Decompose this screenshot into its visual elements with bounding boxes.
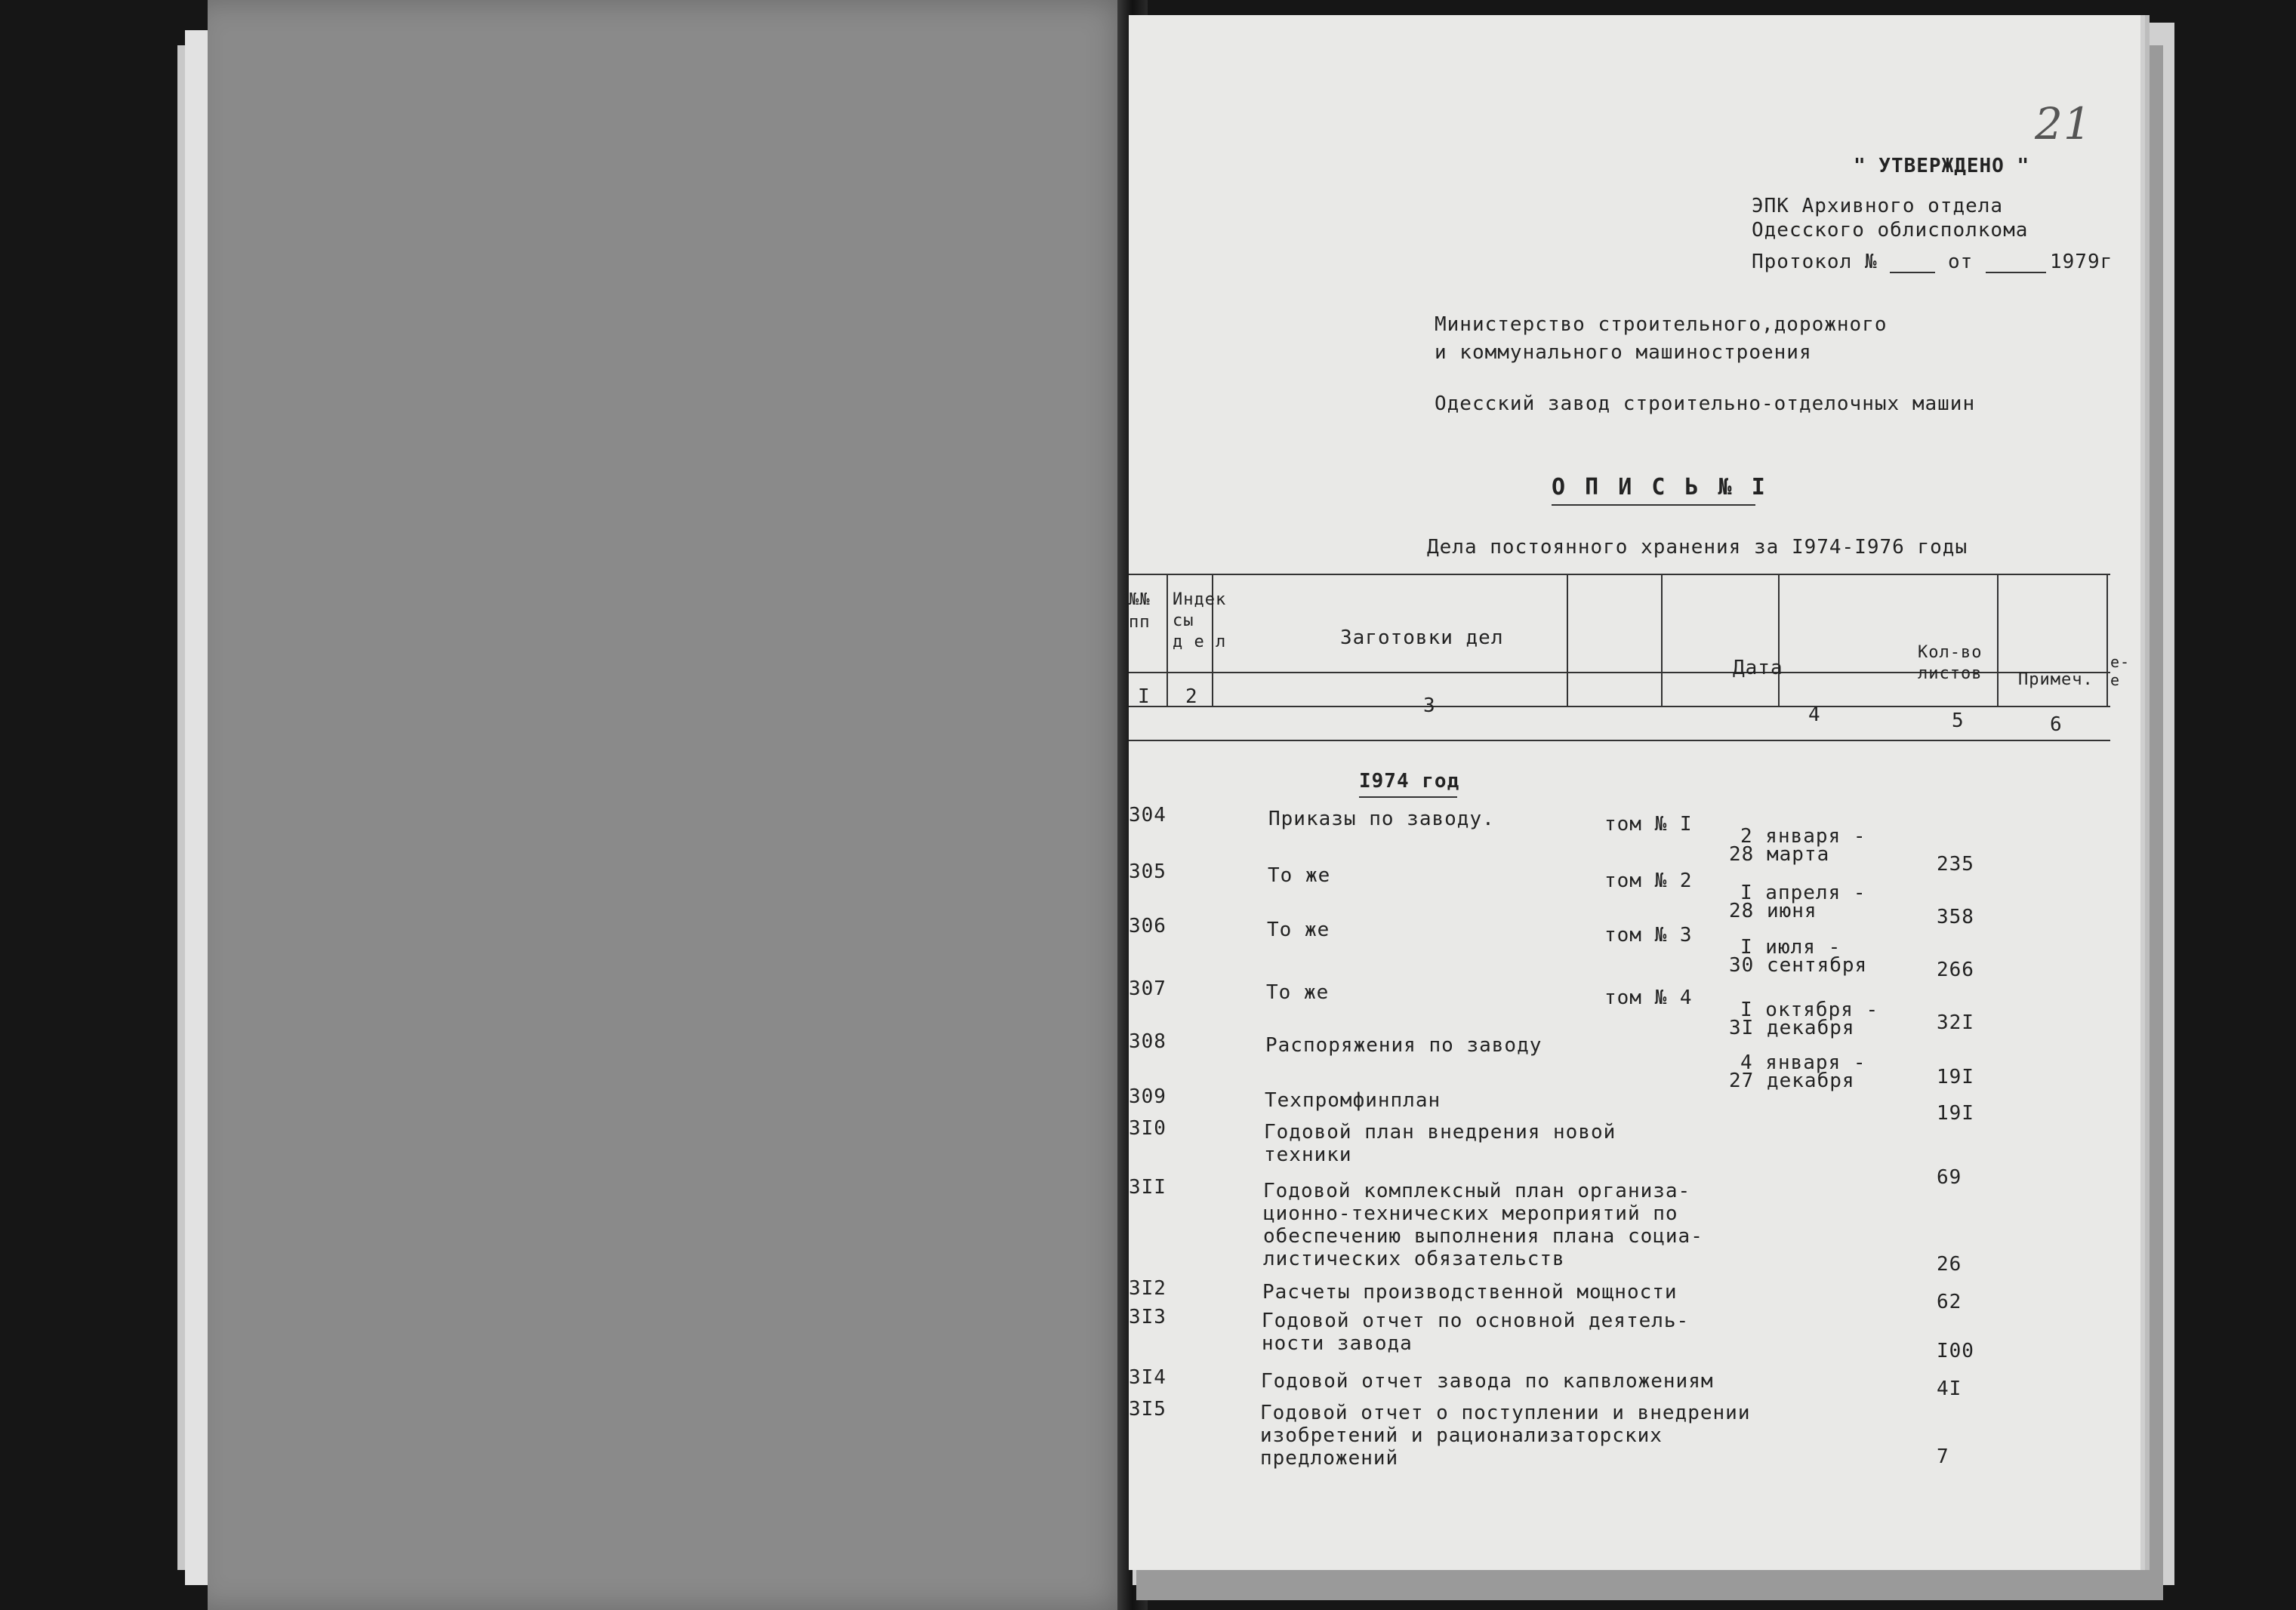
ministry-line2: и коммунального машиностроения [1435,341,1812,364]
table-top-border [1129,574,2110,575]
row-number: 3II [1129,1176,1166,1199]
ministry-line1: Министерство строительного,дорожного [1435,313,1888,336]
approval-protocol-from: от [1948,251,1974,273]
row-date-start: 2 января - [1740,825,1866,848]
row-sheets: 26 [1937,1253,1962,1276]
col-divider-1 [1166,574,1168,706]
row-volume: том № I [1604,813,1693,836]
row-date-start: 4 января - [1740,1051,1866,1074]
row-date-start: I июля - [1740,936,1841,959]
row-sheets: 4I [1937,1378,1962,1400]
approval-protocol-label: Протокол № [1752,251,1878,273]
row-volume: том № 2 [1604,870,1693,892]
row-title: То же [1267,919,1330,941]
row-number: 306 [1129,915,1166,937]
colnum-bottom-border [1129,706,2110,707]
row-title: То же [1268,864,1331,887]
row-number: 3I5 [1129,1398,1166,1421]
row-title: То же [1266,981,1330,1004]
row-title: Распоряжения по заводу [1265,1034,1542,1057]
inventory-title-underline [1552,504,1755,506]
header-titles: Заготовки дел [1340,626,1504,649]
page-number-handwritten: 21 [2035,98,2092,149]
row-title: Приказы по заводу. [1268,808,1495,830]
col-divider-6 [1997,574,1999,706]
row-sheets: I00 [1937,1340,1974,1362]
row-number: 308 [1129,1030,1166,1053]
header-sheets-1: Кол-во [1918,643,1983,662]
row-number: 3I0 [1129,1117,1166,1140]
row-sheets: 266 [1937,959,1974,981]
row-title: Расчеты производственной мощности [1262,1281,1678,1304]
header-num2: пп [1129,613,1151,632]
row-title: Годовой отчет по основной деятель- ности завода [1262,1310,1690,1355]
year-heading-underline [1359,796,1457,798]
colnum-3: 3 [1423,694,1436,717]
approval-line1: ЭПК Архивного отдела [1752,195,2004,217]
colnum-6: 6 [2050,713,2063,736]
header-sheets-2: листов [1918,664,1983,683]
row-number: 3I4 [1129,1366,1166,1389]
colnum-4: 4 [1808,703,1821,726]
protocol-date-blank [1986,272,2046,273]
header-date: Дата [1733,657,1783,679]
protocol-number-blank [1890,272,1935,273]
row-title: Годовой план внедрения новой техники [1264,1121,1616,1166]
row-number: 305 [1129,860,1166,883]
row-date-end: 28 июня [1729,900,1817,922]
colnum-5: 5 [1952,710,1965,732]
row-sheets: 235 [1937,853,1974,876]
header-notes-extra: е-е [2110,653,2131,689]
row-sheets: 19I [1937,1066,1974,1088]
row-sheets: 358 [1937,906,1974,928]
left-cover-page [208,0,1133,1610]
row-date-start: I октября - [1740,999,1879,1021]
colnum-1: I [1138,685,1151,708]
approval-year: 1979г [2050,251,2113,273]
year-heading: I974 год [1359,770,1460,793]
col-divider-4 [1661,574,1663,706]
row-date-end: 3I декабря [1729,1017,1855,1039]
row-number: 3I3 [1129,1306,1166,1328]
colnum-2: 2 [1185,685,1198,708]
row-sheets: 62 [1937,1291,1962,1313]
row-date-end: 30 сентября [1729,954,1868,977]
colnum-row-bottom [1129,740,2110,741]
approval-line2: Одесского облисполкома [1752,219,2029,242]
document-page [1129,15,2140,1570]
row-sheets: 7 [1937,1445,1949,1468]
col-divider-3 [1567,574,1568,706]
header-index-1: Индек [1173,590,1227,609]
row-date-end: 28 марта [1729,843,1830,866]
row-number: 304 [1129,804,1166,827]
row-title: Годовой комплексный план организа- ционно-технических мероприятий по обеспечению выполнения плана социа- листических обязательств [1263,1180,1703,1270]
col-divider-5 [1778,574,1780,706]
row-sheets: 19I [1937,1102,1974,1125]
inventory-subtitle: Дела постоянного хранения за I974-I976 годы [1427,536,1968,559]
plant-name: Одесский завод строительно-отделочных машин [1435,392,1976,415]
row-sheets: 32I [1937,1011,1974,1034]
row-title: Годовой отчет завода по капвложениям [1261,1370,1714,1393]
row-title: Техпромфинплан [1265,1089,1441,1112]
row-date-start: I апреля - [1740,882,1866,904]
row-volume: том № 3 [1604,924,1693,947]
row-volume: том № 4 [1604,987,1693,1009]
col-divider-7 [2106,574,2108,706]
header-num1: №№ [1129,590,1151,609]
header-index-3: д е л [1173,633,1227,651]
row-number: 3I2 [1129,1277,1166,1300]
header-notes: Примеч. [2018,670,2094,689]
row-number: 307 [1129,977,1166,1000]
row-date-end: 27 декабря [1729,1070,1855,1092]
row-sheets: 69 [1937,1166,1962,1189]
row-title: Годовой отчет о поступлении и внедрении изобретений и рационализаторских предложений [1260,1402,1751,1470]
row-number: 309 [1129,1085,1166,1108]
header-index-2: сы [1173,611,1194,630]
approval-title: " УТВЕРЖДЕНО " [1854,155,2030,177]
left-page-edge-inner [185,30,208,1585]
inventory-title: О П И С Ь № I [1552,474,1768,500]
